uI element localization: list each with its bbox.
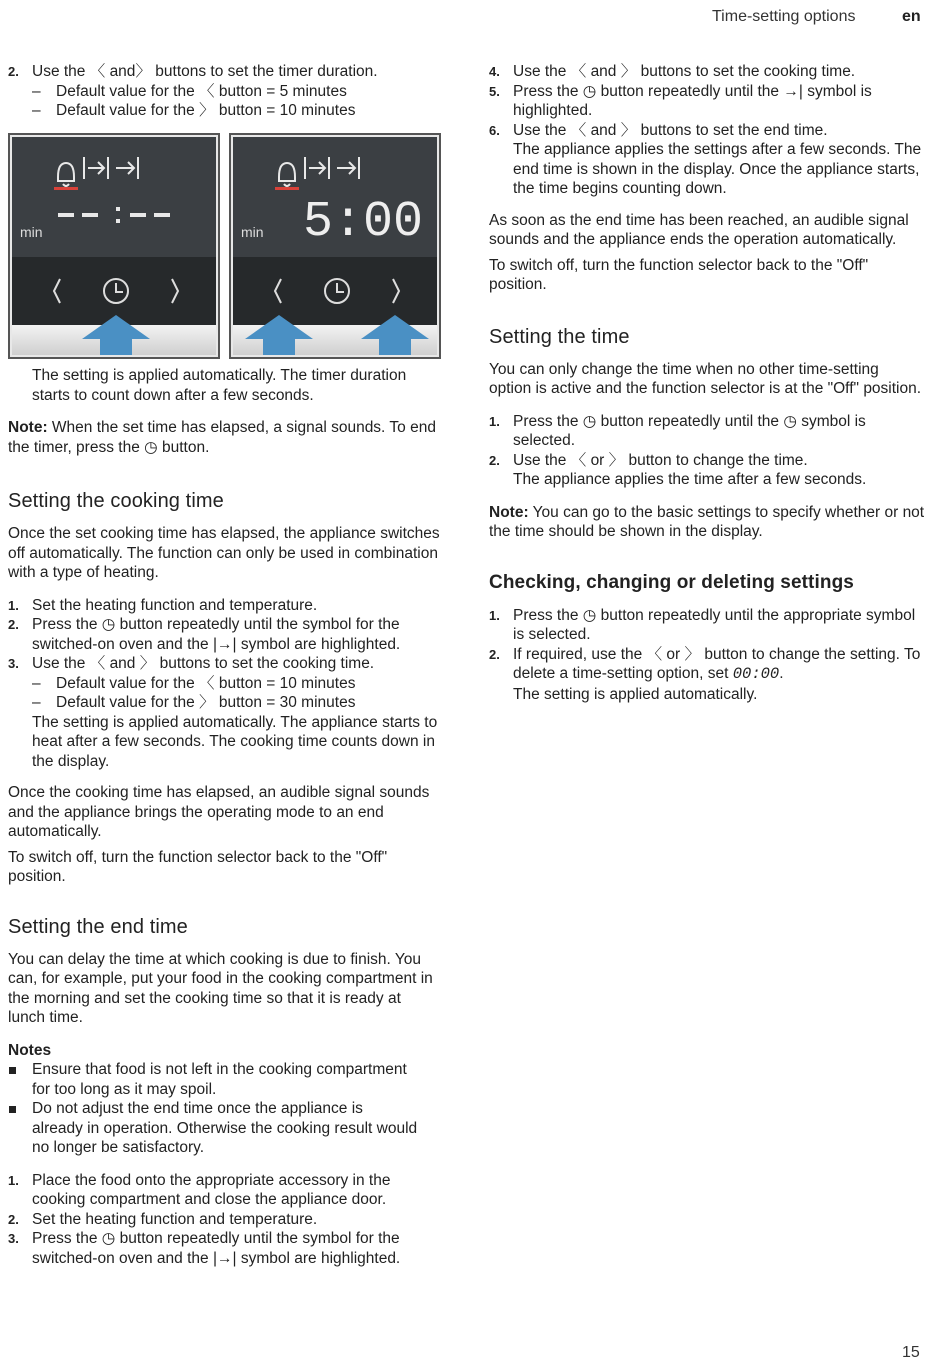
display-screen [12, 137, 218, 257]
clock-icon: ◷ [144, 438, 158, 456]
cooking-step-2: 2. Press the ◷ button repeatedly until the symbol for the switched-on oven and the |→| symbol are highlighted. [8, 616, 401, 653]
right-arrow-icon: 〉 [620, 121, 637, 139]
end-intro: You can delay the time at which cooking is due to finish. You can, for example, put your food in the cooking compartment in the morning and set the cooking time so that it is ready at lunch time. [8, 950, 433, 1026]
end-step-4: 4. Use the 〈 and 〉 buttons to set the cooking time. [489, 63, 856, 80]
left-arrow-icon: 〈 [199, 82, 215, 100]
left-arrow-icon: 〈 [570, 63, 587, 80]
duration-icon: |→| [212, 635, 237, 653]
switch-off-text: To switch off, turn the function selector back to the "Off" position. [489, 256, 869, 293]
notes-heading: Notes [8, 1041, 52, 1059]
selection-underline [54, 187, 78, 190]
step-result: The appliance applies the time after a few seconds. [513, 471, 867, 488]
control-panel-left [8, 133, 220, 359]
note-basic-settings: Note: You can go to the basic settings to specify whether or not the time should be shown in the display. [489, 503, 925, 540]
control-panel-right [229, 133, 441, 359]
clock-icon: ◷ [783, 412, 797, 430]
left-button-icon [275, 279, 281, 303]
note-item: Do not adjust the end time once the appliance is already in operation. Otherwise the cooking result would no longer be satisfactory. [8, 1099, 418, 1158]
left-button-icon [54, 279, 60, 303]
applied-text: The setting is applied automatically. The timer duration starts to count down after a few seconds. [32, 367, 407, 404]
step-result: The setting is applied automatically. The appliance starts to heat after a few seconds. The cooking time counts down in the display. [32, 713, 438, 770]
right-arrow-icon: 〉 [199, 694, 215, 711]
clock-icon: ◷ [582, 412, 597, 430]
step-result: The appliance applies the settings after a few seconds. The end time is shown in the display. Once the appliance starts, the time begins counting down. [513, 141, 922, 197]
right-button-icon [172, 279, 178, 303]
press-arrow-icon [239, 313, 319, 357]
default-value-line: – Default value for the 〈 button = 5 minutes [32, 82, 442, 102]
end-time-icon: →| [783, 82, 803, 100]
right-arrow-icon: 〉 [684, 645, 701, 663]
left-column [8, 62, 442, 121]
zero-time-display: 00:00 [732, 665, 780, 683]
end-step-6: 6. Use the 〈 and 〉 buttons to set the end time. The appliance applies the settings after a few seconds. The end time is shown in the display. Once the appliance starts, the time begins counting down. [489, 121, 925, 199]
bell-icon [58, 163, 74, 186]
right-arrow-icon: 〉 [608, 451, 625, 469]
default-value-line: – Default value for the 〈 button = 10 minutes [32, 674, 442, 694]
left-arrow-icon: 〈 [570, 451, 587, 469]
left-column-lower [8, 366, 442, 1268]
header-title: Time-setting options [712, 8, 856, 25]
left-arrow-icon: 〈 [89, 655, 106, 672]
cooking-step-1: 1. Set the heating function and temperature. [8, 596, 318, 614]
section-heading-cooking-time: Setting the cooking time [8, 490, 224, 512]
section-heading-checking: Checking, changing or deleting settings [489, 571, 854, 593]
clock-icon: ◷ [101, 1230, 116, 1247]
cooking-step-3: 3. Use the 〈 and 〉 buttons to set the cooking time. – Default value for the 〈 button = 10 minutes – Default value for the 〉 button = 30 minutes The setting is applied automatically. The appliance starts to heat after a few seconds. The cooking time counts down in the display. [8, 654, 442, 771]
duration-icon: |→| [212, 1249, 237, 1267]
left-arrow-icon: 〈 [199, 674, 215, 692]
duration-icon [305, 157, 329, 179]
right-column [489, 62, 925, 704]
end-step-1: 1. Place the food onto the appropriate accessory in the cooking compartment and close the appliance door. [8, 1171, 391, 1208]
left-arrow-icon: 〈 [570, 121, 587, 139]
left-arrow-icon: 〈 [89, 63, 106, 80]
note-timer: Note: When the set time has elapsed, a signal sounds. To end the timer, press the ◷ button. [8, 419, 436, 456]
selection-underline [275, 187, 299, 190]
clock-icon: ◷ [582, 82, 597, 100]
end-step-3: 3. Press the ◷ button repeatedly until the symbol for the switched-on oven and the |→| symbol are highlighted. [8, 1230, 401, 1267]
default-value-line: – Default value for the 〉 button = 30 minutes [32, 693, 442, 713]
right-button-icon [393, 279, 399, 303]
cooking-intro: Once the set cooking time has elapsed, the appliance switches off automatically. The function can only be used in combination with a type of heating. [8, 525, 440, 581]
check-step-2: 2. If required, use the 〈 or 〉 button to change the setting. To delete a time-setting option, set 00:00. The setting is applied automatically. [489, 645, 925, 705]
dashes-display [58, 207, 170, 223]
header-language: en [902, 8, 921, 25]
section-heading-time: Setting the time [489, 325, 630, 348]
timer-step-2: 2. Use the 〈 and〉 buttons to set the timer duration. – Default value for the 〈 button = 5 minutes – Default value for the 〉 button = 10 minutes [8, 62, 442, 121]
end-reached-text: As soon as the end time has been reached, an audible signal sounds and the appliance ends the operation automatically. [489, 211, 909, 248]
right-arrow-icon: 〉 [135, 63, 151, 80]
press-arrow-icon [355, 313, 435, 357]
right-arrow-icon: 〉 [199, 102, 215, 119]
right-arrow-icon: 〉 [139, 655, 156, 672]
time-intro: You can only change the time when no other time-setting option is active and the function selector is at the "Off" position. [489, 360, 922, 397]
page-number: 15 [902, 1344, 920, 1361]
clock-button-icon [104, 279, 128, 303]
section-heading-end-time: Setting the end time [8, 915, 188, 938]
note-item: Ensure that food is not left in the cooking compartment for too long as it may spoil. [8, 1060, 418, 1099]
clock-button-icon [325, 279, 349, 303]
default-value-line: – Default value for the 〉 button = 10 minutes [32, 101, 442, 121]
end-time-icon [116, 157, 138, 179]
check-step-1: 1. Press the ◷ button repeatedly until the appropriate symbol is selected. [489, 606, 916, 643]
bell-icon [279, 163, 295, 186]
end-step-5: 5. Press the ◷ button repeatedly until the →| symbol is highlighted. [489, 82, 872, 119]
end-step-2: 2. Set the heating function and temperature. [8, 1210, 318, 1228]
step-result: The setting is applied automatically. [513, 685, 758, 703]
press-arrow-icon [76, 313, 156, 357]
right-arrow-icon: 〉 [620, 63, 637, 80]
time-step-2: 2. Use the 〈 or 〉 button to change the time. The appliance applies the time after a few seconds. [489, 451, 925, 490]
left-arrow-icon: 〈 [646, 645, 663, 663]
display-screen [233, 137, 439, 257]
switch-off-text: To switch off, turn the function selector back to the "Off" position. [8, 848, 388, 885]
min-label: min [20, 224, 43, 240]
time-display: 5:00 [303, 194, 424, 251]
clock-icon: ◷ [582, 606, 597, 624]
min-label: min [241, 224, 264, 240]
end-time-icon [337, 157, 359, 179]
clock-icon: ◷ [101, 616, 116, 633]
time-step-1: 1. Press the ◷ button repeatedly until the ◷ symbol is selected. [489, 412, 866, 449]
cooking-end-text: Once the cooking time has elapsed, an audible signal sounds and the appliance brings the operating mode to an end automatically. [8, 784, 430, 840]
duration-icon [84, 157, 108, 179]
